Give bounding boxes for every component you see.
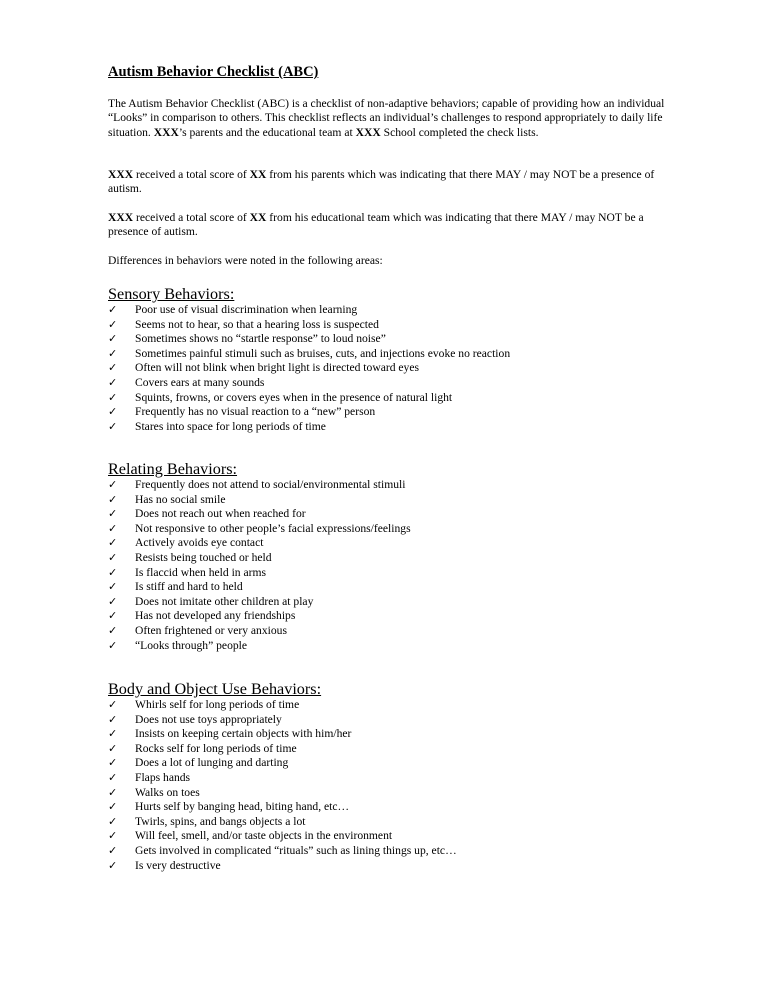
list-item-text: Does a lot of lunging and darting <box>135 756 289 770</box>
list-item-text: Hurts self by banging head, biting hand, etc… <box>135 800 350 814</box>
checkmark-icon: ✓ <box>108 770 118 784</box>
parent-score-text-1: received a total score of <box>133 168 250 181</box>
checkmark-icon: ✓ <box>108 332 118 346</box>
team-score-value: XX <box>249 211 267 224</box>
checkmark-icon: ✓ <box>108 698 118 711</box>
checkmark-icon: ✓ <box>108 390 118 404</box>
checkmark-icon: ✓ <box>108 858 118 872</box>
checkmark-icon: ✓ <box>108 405 118 419</box>
checkmark-icon: ✓ <box>108 785 118 799</box>
list-item-text: Has no social smile <box>135 492 226 506</box>
checkmark-icon: ✓ <box>108 375 118 389</box>
section-heading-sensory: Sensory Behaviors: <box>108 285 235 303</box>
checkmark-icon: ✓ <box>108 741 118 755</box>
checkmark-icon: ✓ <box>108 580 118 594</box>
intro-school-name: XXX <box>355 125 381 139</box>
list-item-text: Is stiff and hard to held <box>135 580 243 594</box>
checkmark-icon: ✓ <box>108 346 118 360</box>
parent-score-paragraph <box>108 168 668 197</box>
list-item-text: Actively avoids eye contact <box>135 536 264 550</box>
list-item-text: Has not developed any friendships <box>135 609 296 623</box>
checkmark-icon: ✓ <box>108 638 118 652</box>
checkmark-icon: ✓ <box>108 492 118 506</box>
checkmark-icon: ✓ <box>108 317 118 331</box>
list-item-text: Frequently does not attend to social/environmental stimuli <box>135 478 406 491</box>
list-item-text: Often frightened or very anxious <box>135 623 287 637</box>
list-item-text: “Looks through” people <box>135 638 248 652</box>
parent-score-text-2: from his parents which was indicating that there MAY / may NOT be a presence of autism. <box>108 168 655 196</box>
list-item-text: Is very destructive <box>135 858 221 872</box>
list-item-text: Often will not blink when bright light is directed toward eyes <box>135 361 419 375</box>
parent-score-value: XX <box>249 168 267 181</box>
list-item-text: Sometimes shows no “startle response” to loud noise” <box>135 332 386 346</box>
checkmark-icon: ✓ <box>108 814 118 828</box>
parent-score-student-name: XXX <box>108 168 134 181</box>
checkmark-icon: ✓ <box>108 594 118 608</box>
section-heading-body-object: Body and Object Use Behaviors: <box>108 680 322 698</box>
checkmark-icon: ✓ <box>108 521 118 535</box>
team-score-paragraph <box>108 211 668 240</box>
list-item-text: Does not imitate other children at play <box>135 594 314 608</box>
list-item-text: Will feel, smell, and/or taste objects in the environment <box>135 829 393 843</box>
list-item-text: Whirls self for long periods of time <box>135 698 300 711</box>
list-item-text: Rocks self for long periods of time <box>135 741 297 755</box>
checkmark-icon: ✓ <box>108 536 118 550</box>
checkmark-icon: ✓ <box>108 623 118 637</box>
list-item-text: Does not use toys appropriately <box>135 712 282 726</box>
list-item-text: Is flaccid when held in arms <box>135 565 267 579</box>
checkmark-icon: ✓ <box>108 843 118 857</box>
team-score-text-1: received a total score of <box>133 211 250 224</box>
checkmark-icon: ✓ <box>108 712 118 726</box>
list-item-text: Flaps hands <box>135 770 191 784</box>
checkmark-icon: ✓ <box>108 756 118 770</box>
list-item-text: Not responsive to other people’s facial expressions/feelings <box>135 521 411 535</box>
intro-paragraph <box>108 97 668 140</box>
document-title: Autism Behavior Checklist (ABC) <box>108 64 319 80</box>
checkmark-icon: ✓ <box>108 565 118 579</box>
list-item-text: Does not reach out when reached for <box>135 507 306 521</box>
checkmark-icon: ✓ <box>108 550 118 564</box>
list-item-text: Frequently has no visual reaction to a “new” person <box>135 405 376 419</box>
checkmark-icon: ✓ <box>108 478 118 491</box>
team-score-student-name: XXX <box>108 211 134 224</box>
checkmark-icon: ✓ <box>108 829 118 843</box>
list-item-text: Twirls, spins, and bangs objects a lot <box>135 814 306 828</box>
intro-text-1: The Autism Behavior Checklist (ABC) is a checklist of non-adaptive behaviors; capable of providing how an individual “Looks” in comparison to others. This checklist reflects an individual’s challenges to respond appropriately to daily life situation. <box>108 97 665 139</box>
list-item-text: Stares into space for long periods of time <box>135 419 326 433</box>
intro-text-2: ’s parents and the educational team at <box>178 125 356 139</box>
team-score-text-2: from his educational team which was indicating that there MAY / may NOT be a presence of autism. <box>108 211 644 239</box>
list-item-text: Covers ears at many sounds <box>135 375 265 389</box>
list-item-text: Walks on toes <box>135 785 200 799</box>
list-item-text: Seems not to hear, so that a hearing loss is suspected <box>135 317 379 331</box>
list-item-text: Gets involved in complicated “rituals” such as lining things up, etc… <box>135 843 457 857</box>
list-item-text: Insists on keeping certain objects with him/her <box>135 727 352 741</box>
list-item-text: Squints, frowns, or covers eyes when in the presence of natural light <box>135 390 453 404</box>
section-heading-relating: Relating Behaviors: <box>108 460 238 478</box>
checkmark-icon: ✓ <box>108 609 118 623</box>
checkmark-icon: ✓ <box>108 727 118 741</box>
list-item-text: Resists being touched or held <box>135 550 272 564</box>
intro-student-name: XXX <box>153 125 179 139</box>
list-item-text: Poor use of visual discrimination when learning <box>135 303 358 316</box>
checkmark-icon: ✓ <box>108 303 118 316</box>
checkmark-icon: ✓ <box>108 507 118 521</box>
checkmark-icon: ✓ <box>108 361 118 375</box>
checkmark-icon: ✓ <box>108 419 118 433</box>
intro-text-3: School completed the check lists. <box>380 125 539 139</box>
checkmark-icon: ✓ <box>108 800 118 814</box>
list-item-text: Sometimes painful stimuli such as bruises, cuts, and injections evoke no reaction <box>135 346 511 360</box>
differences-intro: Differences in behaviors were noted in the following areas: <box>108 254 383 267</box>
